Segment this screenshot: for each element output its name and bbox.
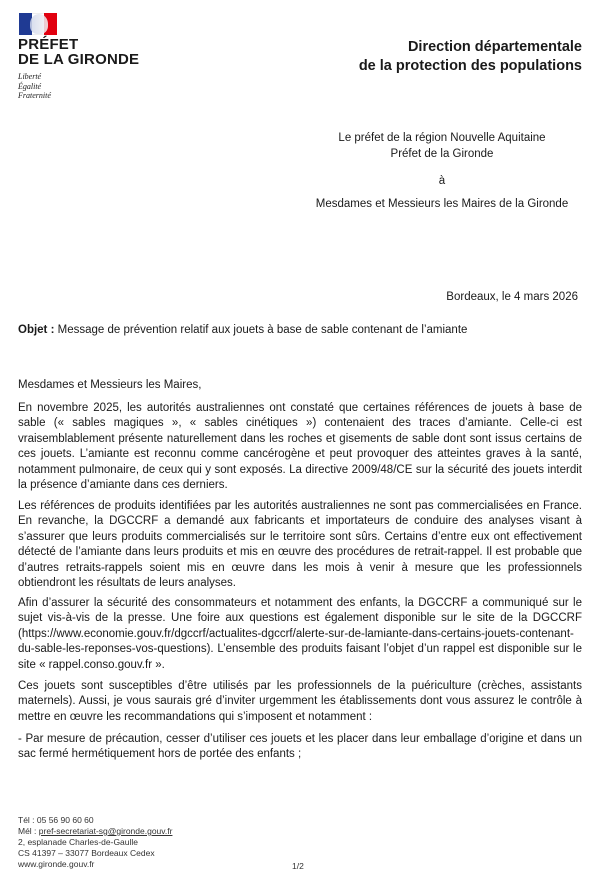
republic-motto: Liberté Égalité Fraternité — [18, 72, 51, 100]
footer-contact — [18, 815, 172, 870]
subject-text: Message de prévention relatif aux jouets à base de sable contenant de l’amiante — [57, 324, 468, 336]
email-link[interactable]: pref-secretariat-sg@gironde.gouv.fr — [38, 826, 173, 836]
direction-title: Direction départementale de la protection des populations — [358, 39, 582, 74]
subject-label: Objet : — [18, 324, 55, 336]
paragraph: Les références de produits identifiées par les autorités australiennes ne sont pas commercialisées en France. En revanche, la DGCCRF a demandé aux fabricants et importateurs de conduire des analyses visant à s’assurer que leurs produits commercialisés sur le territoire sont sûrs. Certains d’entre eux ont effectivement détecté de l’amiante dans leurs produits et mis en œuvre des procédures de retrait-rappel. Il est probable que d’autres retraits-rappels soient mis en œuvre dans les mois à venir à mesure que les professionnels obtiendront les résultats de leurs analyses. — [18, 500, 582, 590]
paragraph: Ces jouets sont susceptibles d’être utilisés par les professionnels de la puériculture (crèches, assistants maternels). Aussi, je vous saurais gré d’inviter urgemment les établissements dont vous assurez le contrôle à mettre en œuvre les recommandations qui s’imposent et notamment : — [18, 680, 582, 723]
list-item: - Par mesure de précaution, cesser d’utiliser ces jouets et les placer dans leur emballage d’origine et dans un sac fermé hermétiquement hors de portée des enfants ; — [18, 733, 582, 761]
recipient-a: à — [438, 175, 446, 187]
footer-tel: Tél : 05 56 90 60 60 — [18, 815, 94, 825]
salutation: Mesdames et Messieurs les Maires, — [18, 379, 202, 391]
footer-mel: Mél : pref-secretariat-sg@gironde.gouv.fr — [18, 826, 173, 836]
page-number: 1/2 — [292, 861, 304, 871]
letter-subject — [18, 324, 467, 336]
recipient-line: Mesdames et Messieurs les Maires de la Gironde — [315, 198, 569, 210]
footer-website[interactable]: www.gironde.gouv.fr — [18, 859, 95, 869]
paragraph: En novembre 2025, les autorités australiennes ont constaté que certaines références de jouets à base de sable (« sables magiques », « sables cinétiques ») contenaient des traces d’amiante. Celle-ci est vraisemblablement présente naturellement dans les roches et gisements de sable dont sont issus certains de ces jouets. L’amiante est reconnu comme cancérogène et peut provoquer des atteintes graves à la santé, notamment pulmonaire, de ceux qui y sont exposés. La directive 2009/48/CE sur la sécurité des jouets interdit la présence d’amiante dans ces derniers. — [18, 402, 582, 492]
marianne-icon — [30, 14, 48, 34]
footer-address-2: CS 41397 – 33077 Bordeaux Cedex — [18, 848, 155, 858]
letter-date: Bordeaux, le 4 mars 2026 — [446, 291, 578, 303]
footer-address-1: 2, esplanade Charles-de-Gaulle — [18, 837, 139, 847]
paragraph: Afin d’assurer la sécurité des consommateurs et notamment des enfants, la DGCCRF a communiqué sur le sujet vis-à-vis de la presse. Une foire aux questions est également disponible sur le site de la DGCCRF (https://www.economie.gouv.fr/dgccrf/actualites-dgccrf/alerte-sur-de-lamiante-dans-certains-jouets-contenant-du-sable-les-reponses-vos-questions). L’ensemble des produits faisant l’objet d’un rappel est disponible sur le site « rappel.conso.gouv.fr ». — [18, 597, 582, 671]
sender-block: Le préfet de la région Nouvelle Aquitaine Préfet de la Gironde — [338, 132, 546, 160]
prefecture-name: PRÉFET DE LA GIRONDE — [18, 36, 140, 68]
